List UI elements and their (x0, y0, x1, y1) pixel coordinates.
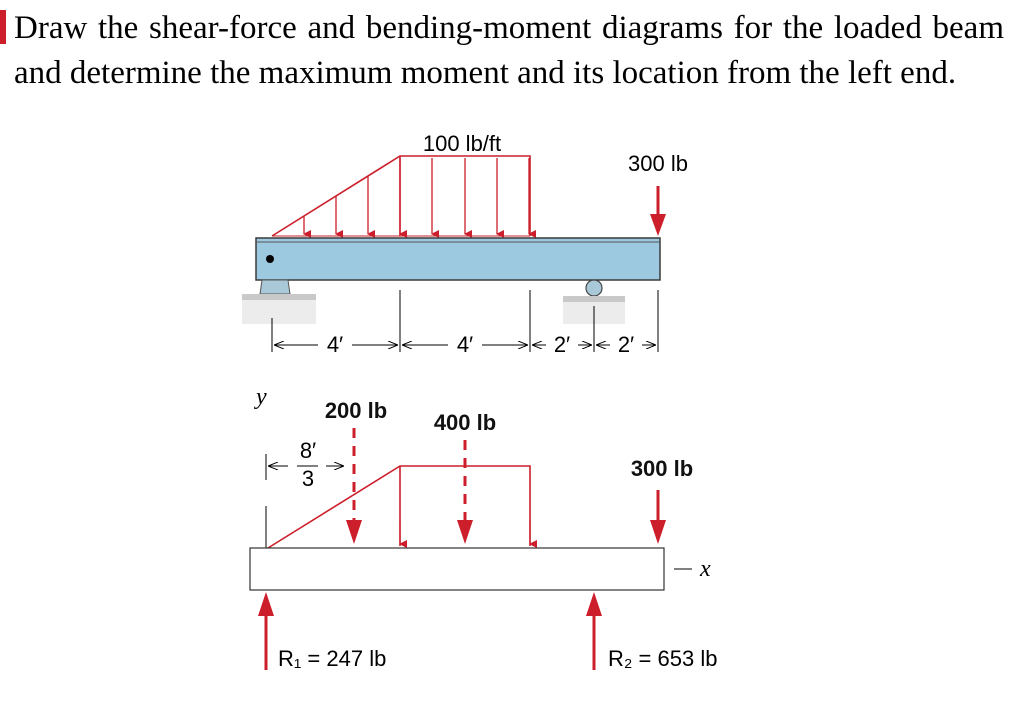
resultant-uniform-label: 400 lb (433, 410, 497, 435)
fbd-point-load-arrow (650, 490, 666, 544)
y-axis-label: y (256, 384, 267, 410)
pin-marker (266, 255, 274, 263)
point-load-arrow (650, 186, 666, 236)
dimension-label-3: 2′ (553, 332, 571, 357)
dimension-label-4: 2′ (617, 332, 635, 357)
reaction-right-arrow (586, 592, 602, 670)
distributed-load (272, 156, 530, 236)
fraction-numerator: 8′ (299, 438, 317, 463)
fraction-denominator: 3 (301, 466, 315, 491)
loaded-beam-figure (242, 131, 688, 357)
beam (256, 238, 660, 280)
dimension-label-1: 4′ (326, 332, 344, 357)
fbd-point-load-label: 300 lb (630, 456, 694, 481)
point-load-label: 300 lb (628, 151, 688, 176)
x-axis-label: x (700, 556, 711, 582)
distributed-load-arrows (304, 158, 529, 234)
dimension-label-2: 4′ (456, 332, 474, 357)
resultant-uniform-arrow (457, 440, 473, 544)
resultant-triangle-label: 200 lb (324, 398, 388, 423)
resultant-triangle-arrow (346, 428, 362, 544)
distributed-load-label: 100 lb/ft (422, 131, 502, 156)
fbd-beam (250, 548, 664, 590)
problem-statement: Draw the shear-force and bending-moment diagrams for the loaded beam and determine the maximum moment and its location from the left end. (14, 10, 1004, 91)
reaction-left-label: R₁ = 247 lb (278, 646, 387, 671)
free-body-figure (250, 384, 717, 671)
reaction-left-arrow (258, 592, 274, 670)
pin-support (242, 280, 316, 324)
reaction-right-label: R₂ = 653 lb (608, 646, 718, 671)
